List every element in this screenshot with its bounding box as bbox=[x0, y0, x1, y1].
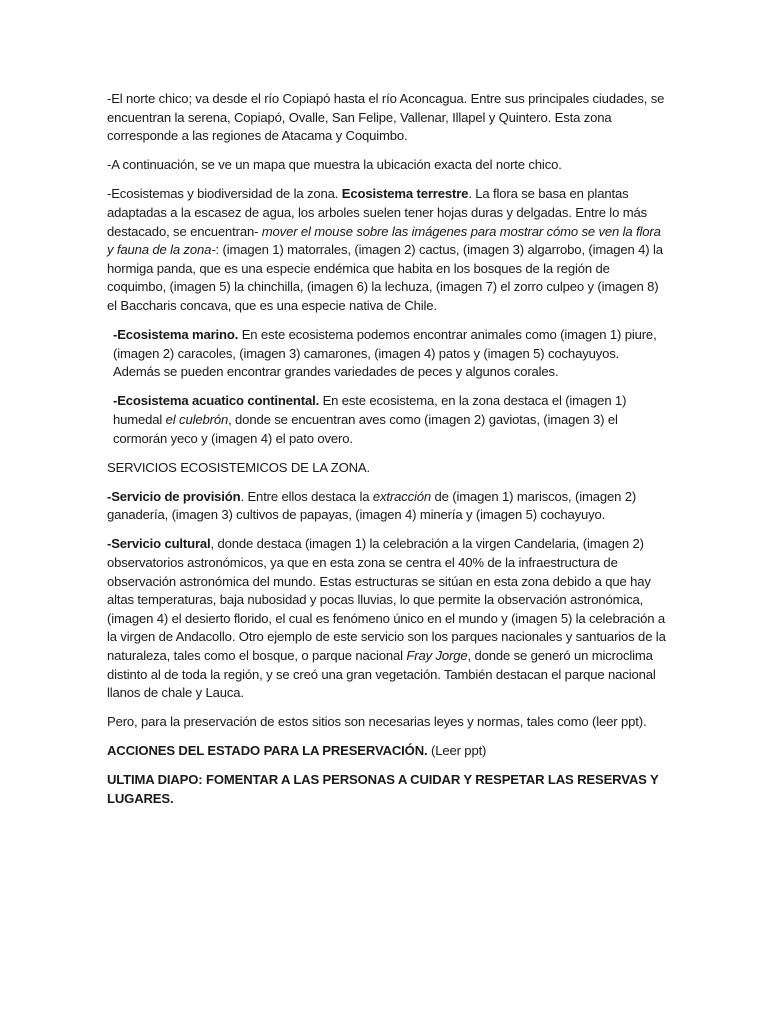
italic-extraccion: extracción bbox=[372, 488, 432, 504]
paragraph-text: -A continuación, se ve un mapa que muestra la ubicación exacta del norte chico. bbox=[107, 157, 562, 173]
paragraph-text: (Leer ppt) bbox=[427, 743, 487, 759]
section-heading-servicios bbox=[107, 459, 669, 478]
paragraph-norte-chico bbox=[107, 90, 669, 146]
paragraph-preservacion bbox=[107, 713, 669, 732]
paragraph-servicio-provision bbox=[107, 488, 669, 525]
paragraph-text: , donde se encuentran aves como (imagen 2) gaviotas, (imagen 3) el cormorán yeco y (imagen 4) el pato overo. bbox=[113, 411, 618, 446]
paragraph-servicio-cultural bbox=[107, 535, 669, 702]
heading-ecosistema-marino: -Ecosistema marino. bbox=[113, 327, 239, 343]
paragraph-text: : (imagen 1) matorrales, (imagen 2) cactus, (imagen 3) algarrobo, (imagen 4) la hormiga panda, que es una especie endémica que habita en los bosques de la región de coquimbo, (imagen 5) la chinchilla, (imagen 6) la lechuza, (imagen 7) el zorro culpeo y (imagen 8) el Baccharis concava, que es una especie nativa de Chile. bbox=[107, 242, 663, 313]
paragraph-ecosistema-terrestre bbox=[107, 185, 669, 315]
italic-instruction: mover el mouse sobre las imágenes para mostrar cómo se ven la flora y fauna de la zona- bbox=[107, 223, 661, 258]
paragraph-text: . La flora se basa en plantas adaptadas a la escasez de agua, los arboles suelen tener hojas duras y delgadas. Entre lo más destacado, se encuentran- bbox=[107, 186, 647, 239]
paragraph-text: Pero, para la preservación de estos sitios son necesarias leyes y normas, tales como (leer ppt). bbox=[107, 714, 647, 730]
paragraph-text: , donde destaca (imagen 1) la celebración a la virgen Candelaria, (imagen 2) observatorios astronómicos, ya que en esta zona se centra el 40% de la infraestructura de observación astronómica del mundo. Estas estructuras se sitúan en esta zona debido a que hay altas temperaturas, baja nubosidad y pocas lluvias, lo que permite la observación astronómica, (imagen 4) el desierto florido, el cual es fenómeno único en el mundo y (imagen 5) la celebración a la virgen de Andacollo. Otro ejemplo de este servicio son los parques nacionales y santuarios de la naturaleza, tales como el bosque, o parque nacional bbox=[107, 536, 666, 663]
heading-ecosistema-acuatico: -Ecosistema acuatico continental. bbox=[113, 393, 320, 409]
heading-servicio-cultural: -Servicio cultural bbox=[107, 536, 211, 552]
paragraph-text: , donde se generó un microclima distinto al de toda la región, y se creó una gran vegetación. También destacan el parque nacional llanos de chale y Lauca. bbox=[107, 647, 656, 701]
heading-ecosistema-terrestre: Ecosistema terrestre bbox=[341, 186, 469, 202]
heading-servicio-provision: -Servicio de provisión bbox=[107, 488, 241, 504]
paragraph-text: -El norte chico; va desde el río Copiapó hasta el río Aconcagua. Entre sus principales ciudades, se encuentran la serena, Copiapó, Ovalle, San Felipe, Vallenar, Illapel y Quintero. Esta zona corresponde a las regiones de Atacama y Coquimbo. bbox=[107, 91, 665, 144]
section-heading-text: SERVICIOS ECOSISTEMICOS DE LA ZONA. bbox=[107, 459, 370, 475]
heading-acciones-estado: ACCIONES DEL ESTADO PARA LA PRESERVACIÓN. bbox=[107, 743, 428, 759]
paragraph-text: En este ecosistema podemos encontrar animales como (imagen 1) piure, (imagen 2) caracoles, (imagen 3) camarones, (imagen 4) patos y (imagen 5) cochayuyos. Además se pueden encontrar grandes variedades de peces y algunos corales. bbox=[113, 327, 657, 380]
document-body bbox=[107, 90, 669, 819]
italic-culebron: el culebrón bbox=[165, 411, 229, 427]
paragraph-acciones-estado bbox=[107, 742, 669, 761]
paragraph-ecosistema-acuatico bbox=[107, 392, 669, 448]
paragraph-lead: -Ecosistemas y biodiversidad de la zona. bbox=[107, 186, 342, 202]
paragraph-ecosistema-marino bbox=[107, 326, 669, 382]
italic-fray-jorge: Fray Jorge bbox=[406, 647, 468, 663]
paragraph-text: En este ecosistema, en la zona destaca el (imagen 1) humedal bbox=[113, 393, 627, 427]
paragraph-text: . Entre ellos destaca la bbox=[240, 488, 373, 504]
paragraph-ultima-diapo bbox=[107, 771, 669, 808]
paragraph-mapa bbox=[107, 156, 669, 175]
heading-ultima-diapo: ULTIMA DIAPO: FOMENTAR A LAS PERSONAS A CUIDAR Y RESPETAR LAS RESERVAS Y LUGARES. bbox=[107, 772, 659, 806]
paragraph-text: de (imagen 1) mariscos, (imagen 2) ganadería, (imagen 3) cultivos de papayas, (imagen 4) minería y (imagen 5) cochayuyo. bbox=[107, 488, 637, 523]
